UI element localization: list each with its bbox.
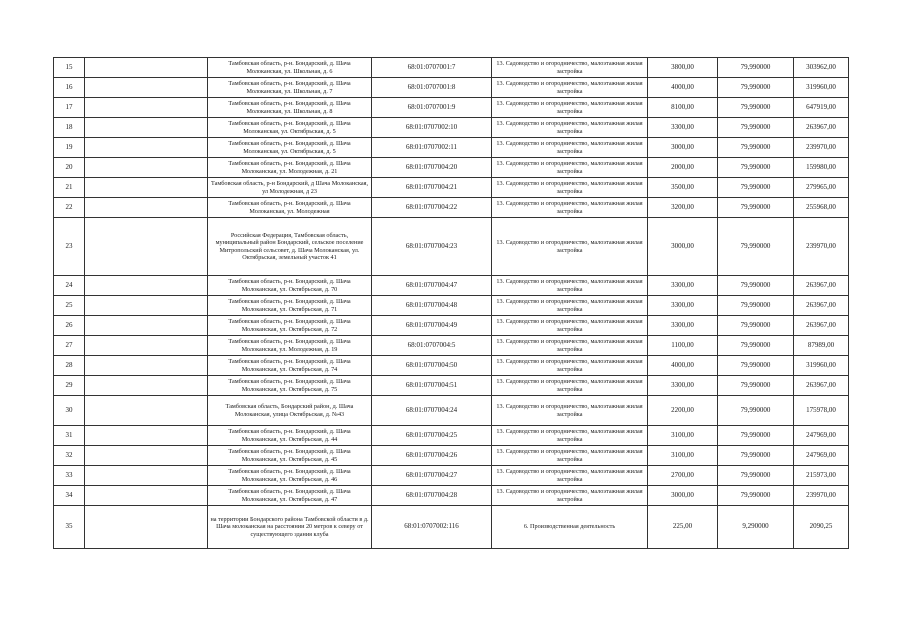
area-cell: 3300,00 (648, 376, 718, 396)
table-row (54, 158, 849, 178)
row-number: 25 (54, 296, 85, 316)
land-use-cell: 13. Садоводство и огородничество, малоэтажная жилая застройка (492, 446, 648, 466)
empty-cell (85, 466, 208, 486)
area-cell: 8100,00 (648, 98, 718, 118)
table-row (54, 58, 849, 78)
address-cell: Тамбовская область, р-н. Бондарский, д. Шача Молоканская, ул. Октябрьская, д. 45 (208, 446, 372, 466)
table-row (54, 276, 849, 296)
row-number: 24 (54, 276, 85, 296)
area-cell: 3000,00 (648, 138, 718, 158)
land-use-cell: 13. Садоводство и огородничество, малоэтажная жилая застройка (492, 296, 648, 316)
specific-value-cell: 79,990000 (718, 446, 794, 466)
area-cell: 3100,00 (648, 446, 718, 466)
address-cell: Тамбовская область, р-н Бондарский, д Шача Молоканская, ул Молодежная, д 23 (208, 178, 372, 198)
address-cell: Тамбовская область, р-н. Бондарский, д. Шача Молоканская, ул. Молодежная, д. 19 (208, 336, 372, 356)
row-number: 29 (54, 376, 85, 396)
cadastral-value-cell: 263967,00 (794, 316, 849, 336)
table-row (54, 466, 849, 486)
row-number: 15 (54, 58, 85, 78)
cadastral-number-cell: 68:01:0707004:51 (372, 376, 492, 396)
specific-value-cell: 79,990000 (718, 98, 794, 118)
land-use-cell: 13. Садоводство и огородничество, малоэтажная жилая застройка (492, 376, 648, 396)
area-cell: 3500,00 (648, 178, 718, 198)
row-number: 17 (54, 98, 85, 118)
table-body (54, 58, 849, 549)
empty-cell (85, 58, 208, 78)
specific-value-cell: 79,990000 (718, 138, 794, 158)
cadastral-number-cell: 68:01:0707002:11 (372, 138, 492, 158)
empty-cell (85, 178, 208, 198)
cadastral-value-cell: 247969,00 (794, 426, 849, 446)
empty-cell (85, 396, 208, 426)
specific-value-cell: 79,990000 (718, 356, 794, 376)
cadastral-number-cell: 68:01:0707002:116 (372, 506, 492, 549)
address-cell: Тамбовская область, р-н. Бондарский, д. Шача Молоканская, ул. Октябрьская, д. 44 (208, 426, 372, 446)
area-cell: 3000,00 (648, 486, 718, 506)
address-cell: Тамбовская область, р-н. Бондарский, д. Шача Молоканская, ул. Октябрьская, д. 47 (208, 486, 372, 506)
empty-cell (85, 446, 208, 466)
empty-cell (85, 78, 208, 98)
row-number: 18 (54, 118, 85, 138)
row-number: 34 (54, 486, 85, 506)
empty-cell (85, 356, 208, 376)
row-number: 19 (54, 138, 85, 158)
table-row (54, 396, 849, 426)
area-cell: 2700,00 (648, 466, 718, 486)
specific-value-cell: 79,990000 (718, 376, 794, 396)
row-number: 16 (54, 78, 85, 98)
cadastral-number-cell: 68:01:0707004:20 (372, 158, 492, 178)
land-plots-table (53, 57, 849, 549)
row-number: 32 (54, 446, 85, 466)
table-row (54, 296, 849, 316)
land-use-cell: 6. Производственная деятельность (492, 506, 648, 549)
empty-cell (85, 506, 208, 549)
address-cell: Тамбовская область, р-н. Бондарский, д. Шача Молоканская, ул. Октябрьская, д. 75 (208, 376, 372, 396)
table-row (54, 138, 849, 158)
empty-cell (85, 336, 208, 356)
cadastral-number-cell: 68:01:0707004:47 (372, 276, 492, 296)
land-use-cell: 13. Садоводство и огородничество, малоэтажная жилая застройка (492, 98, 648, 118)
empty-cell (85, 376, 208, 396)
empty-cell (85, 426, 208, 446)
cadastral-number-cell: 68:01:0707004:26 (372, 446, 492, 466)
specific-value-cell: 79,990000 (718, 178, 794, 198)
area-cell: 3300,00 (648, 316, 718, 336)
address-cell: Тамбовская область, р-н. Бондарский, д. Шача Молоканская, ул. Молодежная (208, 198, 372, 218)
address-cell: Тамбовская область, р-н. Бондарский, д. Шача Молоканская, ул. Октябрьская, д. 5 (208, 138, 372, 158)
address-cell: Тамбовская область, р-н. Бондарский, д. Шача Молоканская, ул. Октябрьская, д. 71 (208, 296, 372, 316)
land-use-cell: 13. Садоводство и огородничество, малоэтажная жилая застройка (492, 218, 648, 276)
cadastral-number-cell: 68:01:0707004:21 (372, 178, 492, 198)
specific-value-cell: 79,990000 (718, 426, 794, 446)
empty-cell (85, 316, 208, 336)
cadastral-value-cell: 159980,00 (794, 158, 849, 178)
specific-value-cell: 9,290000 (718, 506, 794, 549)
cadastral-value-cell: 87989,00 (794, 336, 849, 356)
row-number: 21 (54, 178, 85, 198)
address-cell: Тамбовская область, р-н. Бондарский, д. Шача Молоканская, ул. Октябрьская, д. 70 (208, 276, 372, 296)
cadastral-value-cell: 263967,00 (794, 296, 849, 316)
specific-value-cell: 79,990000 (718, 316, 794, 336)
row-number: 31 (54, 426, 85, 446)
cadastral-number-cell: 68:01:0707004:5 (372, 336, 492, 356)
row-number: 26 (54, 316, 85, 336)
address-cell: Тамбовская область, р-н. Бондарский, д. Шача Молоканская, ул. Октябрьская, д. 72 (208, 316, 372, 336)
table-row (54, 446, 849, 466)
land-use-cell: 13. Садоводство и огородничество, малоэтажная жилая застройка (492, 78, 648, 98)
cadastral-number-cell: 68:01:0707004:49 (372, 316, 492, 336)
table-row (54, 336, 849, 356)
specific-value-cell: 79,990000 (718, 118, 794, 138)
table-row (54, 78, 849, 98)
area-cell: 3200,00 (648, 198, 718, 218)
cadastral-number-cell: 68:01:0707004:25 (372, 426, 492, 446)
land-use-cell: 13. Садоводство и огородничество, малоэтажная жилая застройка (492, 336, 648, 356)
table-row (54, 218, 849, 276)
cadastral-value-cell: 303962,00 (794, 58, 849, 78)
address-cell: Российская Федерация, Тамбовская область, муниципальный район Бондарский, сельское поселение Митропольский сельсовет, д. Шача Молоканская, ул. Октябрьская, земельный участок 41 (208, 218, 372, 276)
empty-cell (85, 158, 208, 178)
row-number: 33 (54, 466, 85, 486)
land-use-cell: 13. Садоводство и огородничество, малоэтажная жилая застройка (492, 466, 648, 486)
table-row (54, 316, 849, 336)
cadastral-number-cell: 68:01:0707004:50 (372, 356, 492, 376)
land-use-cell: 13. Садоводство и огородничество, малоэтажная жилая застройка (492, 58, 648, 78)
specific-value-cell: 79,990000 (718, 58, 794, 78)
empty-cell (85, 118, 208, 138)
cadastral-value-cell: 263967,00 (794, 118, 849, 138)
cadastral-value-cell: 263967,00 (794, 276, 849, 296)
table-row (54, 98, 849, 118)
area-cell: 3300,00 (648, 296, 718, 316)
row-number: 35 (54, 506, 85, 549)
address-cell: на территории Бондарского района Тамбовской области в д. Шача молоканская на расстоянии 20 метров к северу от существующего здания клуба (208, 506, 372, 549)
address-cell: Тамбовская область, Бондарский район, д. Шача Молоканская, улица Октябрьская, д. №43 (208, 396, 372, 426)
row-number: 30 (54, 396, 85, 426)
specific-value-cell: 79,990000 (718, 158, 794, 178)
row-number: 27 (54, 336, 85, 356)
cadastral-value-cell: 247969,00 (794, 446, 849, 466)
cadastral-value-cell: 239970,00 (794, 486, 849, 506)
cadastral-value-cell: 647919,00 (794, 98, 849, 118)
specific-value-cell: 79,990000 (718, 296, 794, 316)
row-number: 20 (54, 158, 85, 178)
table-row (54, 426, 849, 446)
cadastral-number-cell: 68:01:0707004:28 (372, 486, 492, 506)
area-cell: 225,00 (648, 506, 718, 549)
cadastral-value-cell: 255968,00 (794, 198, 849, 218)
land-use-cell: 13. Садоводство и огородничество, малоэтажная жилая застройка (492, 178, 648, 198)
document-page (53, 57, 848, 549)
cadastral-number-cell: 68:01:0707002:10 (372, 118, 492, 138)
address-cell: Тамбовская область, р-н. Бондарский, д. Шача Молоканская, ул. Молодежная, д. 21 (208, 158, 372, 178)
specific-value-cell: 79,990000 (718, 276, 794, 296)
cadastral-number-cell: 68:01:0707004:27 (372, 466, 492, 486)
area-cell: 4000,00 (648, 78, 718, 98)
specific-value-cell: 79,990000 (718, 466, 794, 486)
area-cell: 2000,00 (648, 158, 718, 178)
cadastral-number-cell: 68:01:0707001:8 (372, 78, 492, 98)
specific-value-cell: 79,990000 (718, 336, 794, 356)
area-cell: 3300,00 (648, 276, 718, 296)
specific-value-cell: 79,990000 (718, 78, 794, 98)
cadastral-value-cell: 319960,00 (794, 356, 849, 376)
address-cell: Тамбовская область, р-н. Бондарский, д. Шача Молоканская, ул. Школьная, д. 7 (208, 78, 372, 98)
empty-cell (85, 138, 208, 158)
empty-cell (85, 276, 208, 296)
table-row (54, 118, 849, 138)
address-cell: Тамбовская область, р-н. Бондарский, д. Шача Молоканская, ул. Октябрьская, д. 74 (208, 356, 372, 376)
land-use-cell: 13. Садоводство и огородничество, малоэтажная жилая застройка (492, 118, 648, 138)
address-cell: Тамбовская область, р-н. Бондарский, д. Шача Молоканская, ул. Октябрьская, д. 5 (208, 118, 372, 138)
land-use-cell: 13. Садоводство и огородничество, малоэтажная жилая застройка (492, 486, 648, 506)
table-row (54, 356, 849, 376)
cadastral-value-cell: 239970,00 (794, 218, 849, 276)
table-row (54, 198, 849, 218)
cadastral-number-cell: 68:01:0707001:7 (372, 58, 492, 78)
specific-value-cell: 79,990000 (718, 396, 794, 426)
specific-value-cell: 79,990000 (718, 486, 794, 506)
table-row (54, 486, 849, 506)
area-cell: 4000,00 (648, 356, 718, 376)
land-use-cell: 13. Садоводство и огородничество, малоэтажная жилая застройка (492, 158, 648, 178)
empty-cell (85, 198, 208, 218)
land-use-cell: 13. Садоводство и огородничество, малоэтажная жилая застройка (492, 396, 648, 426)
cadastral-number-cell: 68:01:0707001:9 (372, 98, 492, 118)
address-cell: Тамбовская область, р-н. Бондарский, д. Шача Молоканская, ул. Школьная, д. 8 (208, 98, 372, 118)
cadastral-value-cell: 319960,00 (794, 78, 849, 98)
cadastral-value-cell: 215973,00 (794, 466, 849, 486)
land-use-cell: 13. Садоводство и огородничество, малоэтажная жилая застройка (492, 356, 648, 376)
cadastral-value-cell: 279965,00 (794, 178, 849, 198)
land-use-cell: 13. Садоводство и огородничество, малоэтажная жилая застройка (492, 276, 648, 296)
table-row (54, 506, 849, 549)
empty-cell (85, 486, 208, 506)
land-use-cell: 13. Садоводство и огородничество, малоэтажная жилая застройка (492, 316, 648, 336)
area-cell: 3800,00 (648, 58, 718, 78)
cadastral-value-cell: 263967,00 (794, 376, 849, 396)
area-cell: 3100,00 (648, 426, 718, 446)
empty-cell (85, 218, 208, 276)
cadastral-value-cell: 175978,00 (794, 396, 849, 426)
cadastral-number-cell: 68:01:0707004:48 (372, 296, 492, 316)
area-cell: 3000,00 (648, 218, 718, 276)
land-use-cell: 13. Садоводство и огородничество, малоэтажная жилая застройка (492, 138, 648, 158)
table-row (54, 376, 849, 396)
address-cell: Тамбовская область, р-н. Бондарский, д. Шача Молоканская, ул. Школьная, д. 6 (208, 58, 372, 78)
cadastral-number-cell: 68:01:0707004:22 (372, 198, 492, 218)
row-number: 28 (54, 356, 85, 376)
specific-value-cell: 79,990000 (718, 218, 794, 276)
area-cell: 3300,00 (648, 118, 718, 138)
land-use-cell: 13. Садоводство и огородничество, малоэтажная жилая застройка (492, 426, 648, 446)
cadastral-value-cell: 2090,25 (794, 506, 849, 549)
row-number: 22 (54, 198, 85, 218)
area-cell: 1100,00 (648, 336, 718, 356)
cadastral-value-cell: 239970,00 (794, 138, 849, 158)
cadastral-number-cell: 68:01:0707004:24 (372, 396, 492, 426)
land-use-cell: 13. Садоводство и огородничество, малоэтажная жилая застройка (492, 198, 648, 218)
address-cell: Тамбовская область, р-н. Бондарский, д. Шача Молоканская, ул. Октябрьская, д. 46 (208, 466, 372, 486)
empty-cell (85, 98, 208, 118)
specific-value-cell: 79,990000 (718, 198, 794, 218)
row-number: 23 (54, 218, 85, 276)
area-cell: 2200,00 (648, 396, 718, 426)
table-row (54, 178, 849, 198)
empty-cell (85, 296, 208, 316)
cadastral-number-cell: 68:01:0707004:23 (372, 218, 492, 276)
